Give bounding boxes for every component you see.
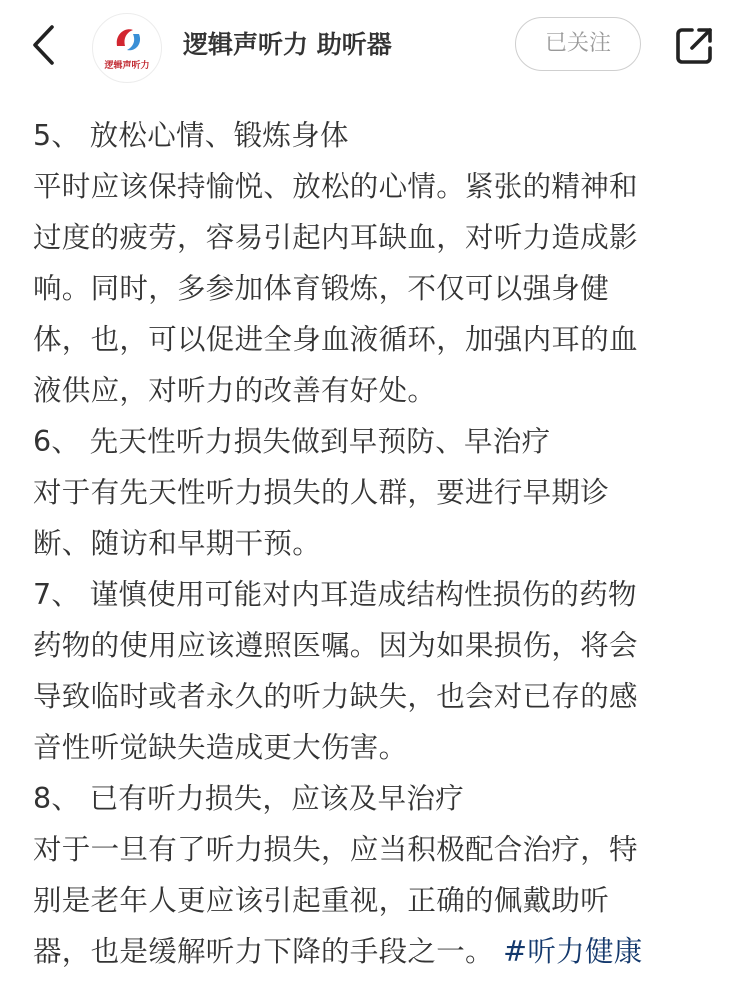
follow-button[interactable]: 已关注 [515, 17, 641, 71]
avatar[interactable] [92, 13, 162, 83]
top-bar [0, 0, 748, 92]
heading-5: 5、 放松心情、锻炼身体 [33, 119, 349, 152]
paragraph-line: 对于一旦有了听力损失，应当积极配合治疗，特 [33, 833, 638, 866]
paragraph-line: 药物的使用应该遵照医嘱。因为如果损伤，将会 [33, 629, 638, 662]
hashtag-link[interactable]: #听力健康 [503, 935, 643, 968]
paragraph-line: 断、随访和早期干预。 [33, 527, 322, 560]
heading-8: 8、 已有听力损失，应该及早治疗 [33, 782, 464, 815]
account-name[interactable]: 逻辑声听力 助听器 [183, 30, 392, 59]
paragraph-line-last [33, 926, 733, 977]
paragraph-line: 液供应，对听力的改善有好处。 [33, 374, 437, 407]
paragraph-line: 体，也，可以促进全身血液循环，加强内耳的血 [33, 323, 638, 356]
paragraph-line: 导致临时或者永久的听力缺失，也会对已存的感 [33, 680, 638, 713]
paragraph-line: 过度的疲劳，容易引起内耳缺血，对听力造成影 [33, 221, 638, 254]
logo-swirl [93, 14, 162, 83]
avatar-label: 逻辑声听力 [104, 61, 150, 71]
share-external-icon [670, 22, 718, 70]
post-body [33, 110, 733, 977]
paragraph-line: 音性听觉缺失造成更大伤害。 [33, 731, 408, 764]
paragraph-line: 平时应该保持愉悦、放松的心情。紧张的精神和 [33, 170, 638, 203]
heading-7: 7、 谨慎使用可能对内耳造成结构性损伤的药物 [33, 578, 637, 611]
paragraph-line: 别是老年人更应该引起重视，正确的佩戴助听 [33, 884, 610, 917]
back-button[interactable] [22, 20, 66, 70]
share-button[interactable] [670, 22, 718, 70]
paragraph-line: 对于有先天性听力损失的人群，要进行早期诊 [33, 476, 610, 509]
paragraph-text: 器，也是缓解听力下降的手段之一。 [33, 935, 494, 968]
chevron-left-icon [22, 20, 66, 70]
paragraph-line: 响。同时，多参加体育锻炼，不仅可以强身健 [33, 272, 610, 305]
heading-6: 6、 先天性听力损失做到早预防、早治疗 [33, 425, 551, 458]
